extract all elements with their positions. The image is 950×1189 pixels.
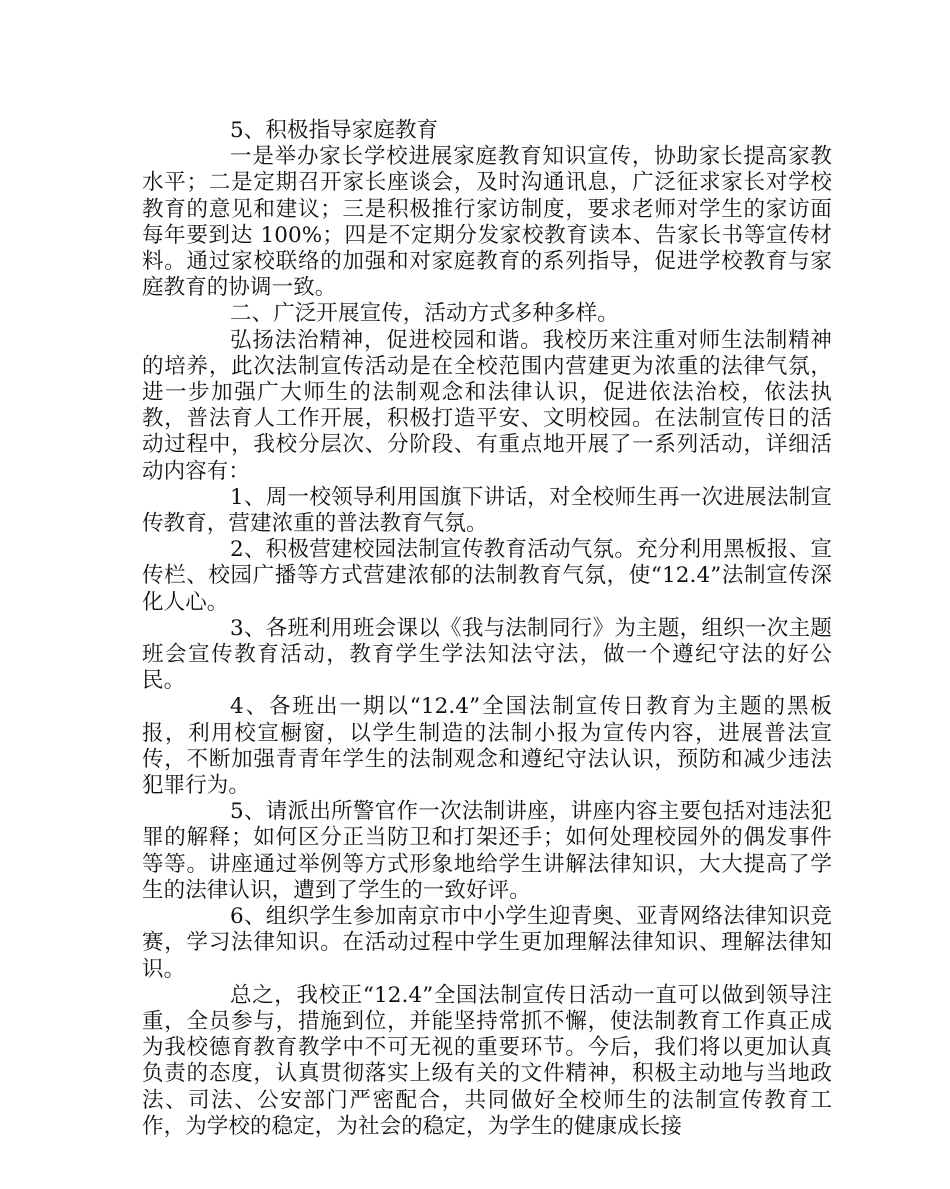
paragraph-item-5: 5、请派出所警官作一次法制讲座，讲座内容主要包括对违法犯罪的解释；如何区分正当防卫和打架还手；如何处理校园外的偶发事件等等。讲座通过举例等方式形象地给学生讲解法律知识，大大提高了学生的法律认识，遭到了学生的一致好评。 — [142, 799, 832, 903]
paragraph-family-education: 一是举办家长学校进展家庭教育知识宣传，协助家长提高家教水平；二是定期召开家长座谈会，及时沟通讯息，广泛征求家长对学校教育的意见和建议；三是积极推行家访制度，要求老师对学生的家访面每年要到达 100%；四是不定期分发家校教育读本、告家长书等宣传材料。通过家校联络的加强和对家庭教育的系列指导，促进学校教育与家庭教育的协调一致。 — [142, 144, 832, 301]
paragraph-heading-family-education: 5、积极指导家庭教育 — [230, 118, 439, 143]
paragraph-item-1: 1、周一校领导利用国旗下讲话，对全校师生再一次进展法制宣传教育，营建浓重的普法教育气氛。 — [142, 484, 832, 537]
paragraph-summary: 总之，我校正“12.4”全国法制宣传日活动一直可以做到领导注重，全员参与，措施到位，并能坚持常抓不懈，使法制教育工作真正成为我校德育教育教学中不可无视的重要环节。今后，我们将以更加认真负责的态度，认真贯彻落实上级有关的文件精神，积极主动地与当地政法、司法、公安部门严密配合，共同做好全校师生的法制宣传教育工作，为学校的稳定，为社会的稳定，为学生的健康成长接 — [142, 982, 832, 1139]
paragraph-item-2: 2、积极营建校园法制宣传教育活动气氛。充分利用黑板报、宣传栏、校园广播等方式营建浓郁的法制教育气氛，使“12.4”法制宣传深化人心。 — [142, 537, 832, 615]
paragraph-rule-of-law: 弘扬法治精神，促进校园和谐。我校历来注重对师生法制精神的培养，此次法制宣传活动是在全校范围内营建更为浓重的法律气氛，进一步加强广大师生的法制观念和法律认识，促进依法治校，依法执教，普法育人工作开展，积极打造平安、文明校园。在法制宣传日的活动过程中，我校分层次、分阶段、有重点地开展了一系列活动，详细活动内容有： — [142, 327, 832, 484]
paragraph-item-4: 4、各班出一期以“12.4”全国法制宣传日教育为主题的黑板报，利用校宣橱窗，以学生制造的法制小报为宣传内容，进展普法宣传，不断加强青青年学生的法制观念和遵纪守法认识，预防和减少违法犯罪行为。 — [142, 694, 832, 799]
paragraph-item-3: 3、各班利用班会课以《我与法制同行》为主题，组织一次主题班会宣传教育活动，教育学生学法知法守法，做一个遵纪守法的好公民。 — [142, 615, 832, 694]
paragraph-item-6: 6、组织学生参加南京市中小学生迎青奥、亚青网络法律知识竞赛，学习法律知识。在活动过程中学生更加理解法律知识、理解法律知识。 — [142, 904, 832, 982]
document-body — [142, 118, 832, 1140]
paragraph-heading-publicity: 二、广泛开展宣传，活动方式多种多样。 — [230, 301, 619, 327]
